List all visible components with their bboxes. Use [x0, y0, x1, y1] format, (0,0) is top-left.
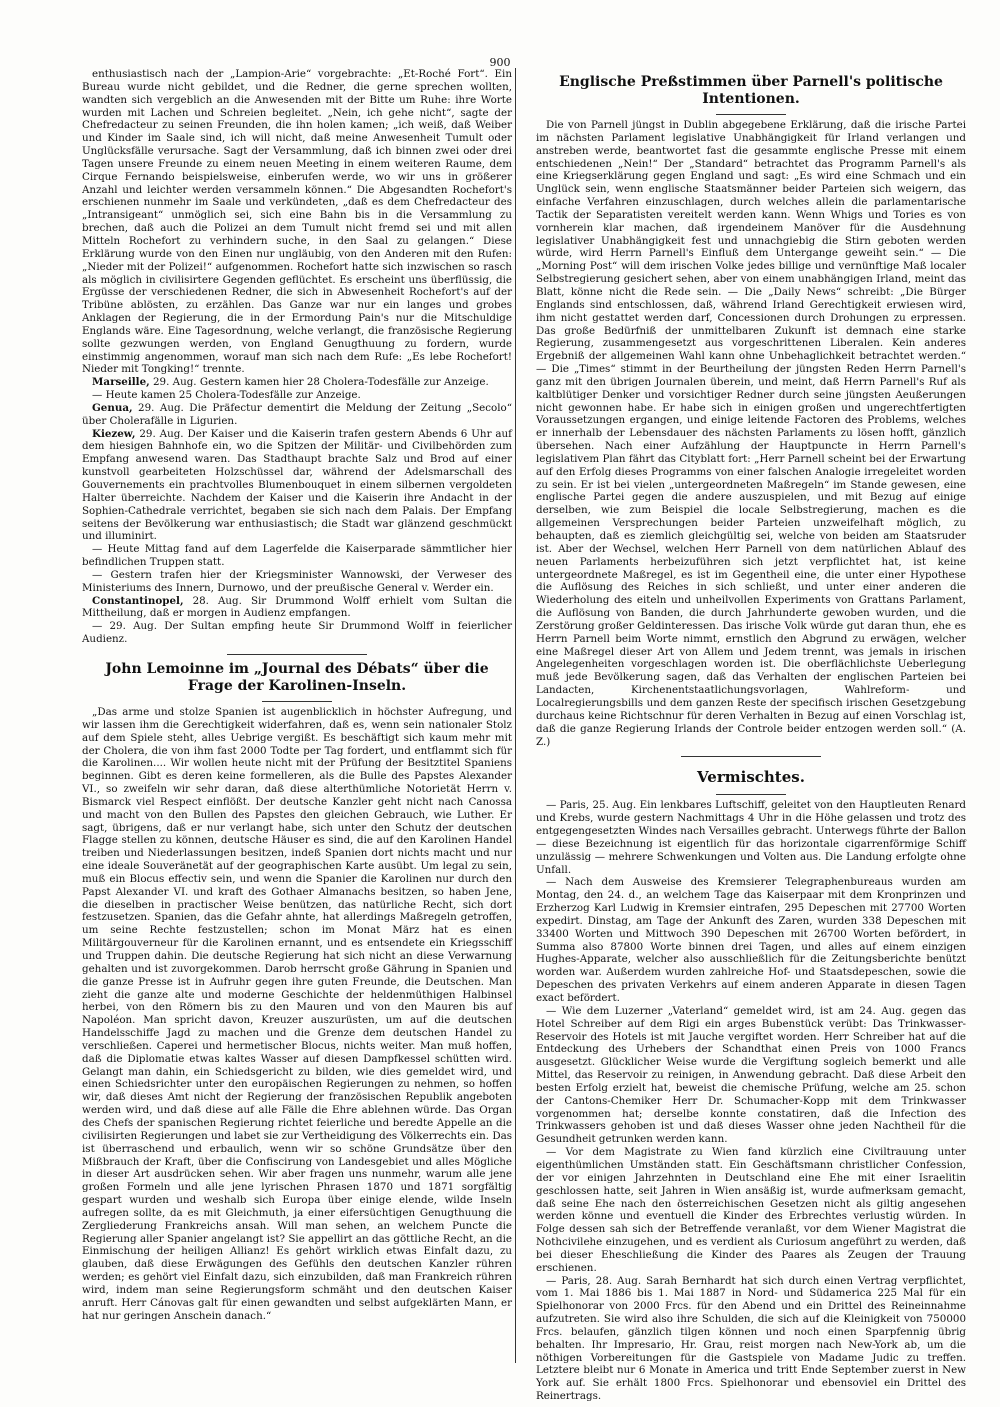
kiezew-text: 29. Aug. Der Kaiser und die Kaiserin trafen gestern Abends 6 Uhr auf dem hiesigen Bahnhofe ein, wo die Spitzen der Militär- und Civilbehörden zum Empfang anwesend waren. Das Stadthaupt brachte Salz und Brod auf einer kunstvoll gearbeiteten Holzschüssel dar, während der Adelsmarschall des Gouvernements ein prachtvolles Blumenbouquet in einem silbernen vergoldeten Halter überreichte. Nachdem der Kaiser und die Kaiserin ihre Andacht in der Sophien-Cathedrale verrichtet, begaben sie sich nach dem Palais. Der Empfang seitens der Bevölkerung war enthusiastisch; die Stadt war glänzend geschmückt und illuminirt.: [82, 427, 512, 543]
left-column: [82, 68, 512, 1363]
page-number: 900: [489, 56, 511, 69]
marseille-followup: — Heute kamen 25 Cholera-Todesfälle zur Anzeige.: [92, 389, 361, 402]
vermischtes-heading: Vermischtes.: [697, 768, 805, 787]
divider: [681, 756, 821, 757]
dateline-kiezew: Kiezew,: [92, 427, 136, 440]
kiezew-followup-1: — Heute Mittag fand auf dem Lagerfelde die Kaiserparade sämmtlicher hier befindlichen Truppen statt.: [82, 543, 512, 569]
vermischtes-item-airship: — Paris, 25. Aug. Ein lenkbares Luftschiff, geleitet von den Hauptleuten Renard und Krebs, wurde gestern Nachmittags 4 Uhr in die Höhe gelassen und trotz des entgegengesetzten Windes nach Versailles gebracht. Unterwegs führte der Ballon — diese Bezeichnung ist eigentlich für das horizontale cigarrenförmige Schiff unzulässig — mehrere Schwenkungen und Volten aus. Die Landung erfolgte ohne Unfall.: [536, 799, 966, 876]
marseille-item: [82, 376, 512, 389]
marseille-text: 29. Aug. Gestern kamen hier 28 Cholera-Todesfälle zur Anzeige.: [149, 376, 489, 389]
lemoinne-paragraph: „Das arme und stolze Spanien ist augenblicklich in höchster Aufregung, und wir lassen ihm die Gerechtigkeit widerfahren, daß es, wenn sein nationaler Stolz auf dem Spiele steht, alles Uebrige vergißt. Es beschäftigt sich kaum mehr mit der Cholera, die von ihm fast 2000 Todte per Tag fordert, und entflammt sich für die Karolinen.... Wir wollen heute nicht mit der Prüfung der Besitztitel Spaniens beginnen. Gibt es deren keine formelleren, als die Bulle des Papstes Alexander VI., so zweifeln wir sehr daran, daß diese alterthümliche Notorietät Herrn v. Bismarck viel Respect einflößt. Der deutsche Kanzler geht nicht nach Canossa und macht von den Bullen des Papstes den gleichen Gebrauch, wie Luther. Er sagt, übrigens, daß er nur verlangt habe, sich unter den Schutz der deutschen Flagge stellen zu können, deutsche Häuser es sind, die auf den Karolinen Handel treiben und Niederlassungen besitzen, indeß Spanien dort nichts macht und nur eine ideale Souveränetät auf der geographischen Karte ausübt. Um legal zu sein, muß ein Blocus effectiv sein, und wenn die Spanier die Karolinen nur durch den Papst Alexander VI. und kraft des Gothaer Almanachs besitzen, so haben Jene, die dieselben in practischer Weise benützen, das natürliche Recht, sich dort festzusetzen. Spanien, das die Gefahr ahnte, hat allerdings Maßregeln getroffen, um seine Rechte festzustellen; schon im Monat März hat es einen Militärgouverneur für die Karolinen ernannt, und es entsendete ein Kriegsschiff und Truppen dahin. Die deutsche Regierung hat sich nicht an diese Verwarnung gehalten und ist zuvorgekommen. Darob herrscht große Gährung in Spanien und die ganze Presse ist in Aufruhr gegen ihre guten Freunde, die Deutschen. Man zieht die ganze alte und moderne Geschichte der heldenmüthigen Halbinsel herbei, von den Römern bis zu den Mauren und von den Mauren bis auf Napoléon. Man spricht davon, Kreuzer auszurüsten, um auf die deutschen Handelsschiffe Jagd zu machen und die Grenze dem deutschen Handel zu verschließen. Caperei und hermetischer Blocus, nichts weiter. Man muß hoffen, daß die Diplomatie etwas kaltes Wasser auf diesen Dampfkessel schütten wird. Gelangt man dahin, ein Schiedsgericht zu bilden, wie dies gemeldet wird, und einen Schiedsrichter unter den europäischen Regierungen zu nehmen, so hoffen wir, daß dieses Amt nicht der Regierung der französischen Republik angeboten werden wird, und daß diese auf alle Fälle die Ehre ablehnen würde. Das Organ des Chefs der spanischen Regierung richtet feierliche und beredte Appelle an die civilisirten Regierungen und labet sie zur Vertheidigung des Völkerrechts ein. Das ist überraschend und erbaulich, wenn wir so schöne Grundsätze über den Mißbrauch der Kraft, über die Confiscirung von Landesgebiet und alles Mögliche in dieser Art ausdrücken sehen. Wir aber fragen uns nunmehr, warum alle jene großen Formeln und alle jene lyrischen Phrasen 1870 und 1871 sorgfältig gespart wurden und weshalb sich Europa über einige elende, wilde Inseln aufregen sollte, da es mit Gleichmuth, ja einer eifersüchtigen Genugthuung die Zergliederung Frankreichs ansah. Will man sehen, an welchem Puncte die Regierung aller Spanier angelangt ist? Sie appellirt an das göttliche Recht, an die Einmischung der heiligen Allianz! Es gehört wirklich etwas Einfalt dazu, zu glauben, daß diese Erwägungen des Gefühls den deutschen Kanzler rühren werden; es gehört viel Einfalt dazu, sich einzubilden, daß man Frankreich rühren wird, indem man seine Regierungsform schmäht und den deutschen Kaiser anruft. Herr Cánovas galt für einen gewandten und selbst aufgeklärten Mann, er hat nur geringen Anschein danach.“: [82, 705, 512, 1322]
constantinopel-followup: — 29. Aug. Der Sultan empfing heute Sir Drummond Wolff in feierlicher Audienz.: [82, 620, 512, 646]
divider-short: [262, 701, 332, 702]
parnell-heading: Englische Preßstimmen über Parnell's politische Intentionen.: [559, 74, 943, 107]
constantinopel-item: [82, 595, 512, 621]
dateline-genua: Genua,: [92, 401, 133, 414]
genua-text: 29. Aug. Die Präfectur dementirt die Meldung der Zeitung „Secolo“ über Cholerafälle in Ligurien.: [82, 401, 512, 427]
genua-item: [82, 402, 512, 428]
column-rule: [515, 68, 516, 1363]
kiezew-followup-2: — Gestern trafen hier der Kriegsminister Wannowski, der Verweser des Ministeriums des Innern, Durnowo, und der preußische General v. Werder ein.: [82, 568, 512, 594]
parnell-paragraph: Die von Parnell jüngst in Dublin abgegebene Erklärung, daß die irische Partei im nächsten Parlament legislative Unabhängigkeit für Irland verlangen und anstreben werde, beantwortet fast die gesammte englische Presse mit einem entschiedenen „Nein!“ Der „Standard“ betrachtet das Programm Parnell's als eine Kriegserklärung gegen England und sagt: „Es wird eine Schmach und ein Unglück sein, wenn englische Staatsmänner beider Parteien sich weigern, das einfache Verfahren einzuschlagen, durch welches allein die parlamentarische Tactik der Separatisten vereitelt werden kann. Wenn Whigs und Tories es von vornherein klar machen, daß irgendeinem Manöver für die Ausdehnung legislativer Unabhängigkeit fest und unnachgiebig die Stirn geboten werden würde, wird Herrn Parnell's Einfluß dem Untergange geweiht sein.“ — Die „Morning Post“ will dem irischen Volke jedes billige und vernünftige Maß localer Selbstregierung gesichert sehen, aber von einem unabhängigen Irland, meint das Blatt, könne nicht die Rede sein. — Die „Daily News“ schreibt: „Die Bürger Englands sind entschlossen, daß, während Irland Gerechtigkeit erwiesen wird, ihm nicht gestattet werden darf, Concessionen durch Drohungen zu erpressen. Das große Bedürfniß der unmittelbaren Zukunft ist demnach eine starke Regierung, zusammengesetzt aus vorgeschrittenen Liberalen. Kein anderes Ergebniß der allgemeinen Wahl kann ohne Unbehaglichkeit betrachtet werden.“ — Die „Times“ stimmt in der Beurtheilung der jüngsten Reden Herrn Parnell's ganz mit den übrigen Journalen überein, und meint, daß Herrn Parnell's Ruf als kaltblütiger Denker und vorsichtiger Redner durch seine jüngsten Aeußerungen nicht gewonnen habe. Er habe sich in einigen großen und ungerechtfertigten Voraussetzungen ergangen, und einige leitende Factoren des Problems, welches er innerhalb der Lebensdauer des nächsten Parlaments zu lösen hofft, gänzlich übersehen. Nach einer Aufzählung der Hauptpuncte in Herrn Parnell's legislativem Plan fährt das Cityblatt fort: „Herr Parnell scheint bei der Erwartung auf den Erfolg dieses Programms von einer falschen Analogie irregeleitet worden zu sein. Er ist bei vielen „untergeordneten Maßregeln“ im Stande gewesen, eine englische Partei gegen die andere auszuspielen, und mit Bezug auf einige derselben, wie zum Beispiel die locale Selbstregierung, machen es die allgemeinen Versprechungen beider Parteien unzweifelhaft möglich, zu behaupten, daß es ziemlich gleichgültig sei, welche von beiden am Staatsruder ist. Aber der Wechsel, welchen Herr Parnell von dem natürlichen Ablauf des neuen Parlaments herbeizuführen sich jetzt verpflichtet hat, ist keine untergeordnete Maßregel, es ist im Gegentheil eine, die unter einer Hypothese die Auflösung des Reiches in sich schließt, und unter einer anderen die Wiederholung des eiteln und unheilvollen Experiments von Grattans Parlament, die Auflösung von Banden, die durch Jahrhunderte gewoben wurden, und die Zerstörung großer Geldinteressen. Das irische Volk würde gut daran thun, ehe es Herrn Parnell beim Worte nimmt, ernstlich den Abgrund zu erwägen, welcher eine Maßregel dieser Art von Allem und Jedem trennt, was jemals in irischen Angelegenheiten vorgeschlagen worden ist. Die oberflächlichste Ueberlegung muß jede Bevölkerung sagen, daß das Verhalten der englischen Parteien bei Landacten, Kirchenentstaatlichungsvorlagen, Wahlreform- und Localregierungsbills und dem ganzen Reste der specifisch irischen Gesetzgebung durchaus keine Richtschnur für deren Verhalten in Bezug auf einen Vorschlag ist, daß die ganze Regierung Irlands der Controle beider entzogen werden soll.“ (A. Z.): [536, 119, 966, 748]
dateline-marseille: Marseille,: [92, 376, 150, 389]
constantinopel-text: 28. Aug. Sir Drummond Wolff erhielt vom Sultan die Mittheilung, daß er morgen in Audienz empfangen.: [82, 594, 512, 620]
vermischtes-item-civiltrauung: — Vor dem Magistrate zu Wien fand kürzlich eine Civiltrauung unter eigenthümlichen Umständen statt. Ein Geschäftsmann christlicher Confession, der vor einigen Jahrzehnten in Deutschland eine Ehe mit einer Israelitin geschlossen hatte, seit Jahren in Wien ansäßig ist, wurde aufmerksam gemacht, daß seine Ehe nach den österreichischen Gesetzen nicht als giltig angesehen werden könne und eventuell die Kinder des Erbrechtes verlustig würden. In Folge dessen sah sich der Betreffende veranlaßt, vor dem Wiener Magistrat die Nothcivilehe einzugehen, und es verdient als Curiosum angeführt zu werden, daß bei dieser Eheschließung die Kinder des Paares als Zeugen der Trauung erschienen.: [536, 1146, 966, 1274]
rochefort-paragraph: enthusiastisch nach der „Lampion-Arie“ vorgebrachte: „Et-Roché Fort“. Ein Bureau wurde nicht gebildet, und die Redner, die gerne sprechen wollten, wandten sich vergeblich an die Anwesenden mit der Bitte um Ruhe: ihre Worte wurden mit Lachen und Schreien begleitet. „Nein, ich gehe nicht“, sagte der Chefredacteur zu seinen Freunden, die ihn holen kamen; „ich weiß, daß Weiber und Kinder im Saale sind, ich will nicht, daß meine Anwesenheit Tumult oder Unglücksfälle verursache. Sagt der Versammlung, daß ich binnen zwei oder drei Tagen unsere Freunde zu einem neuen Meeting in einem weiteren Raume, dem Cirque Fernando beispielsweise, einberufen werde, wo wir uns in größerer Anzahl und leichter werden versammeln können.“ Die Abgesandten Rochefort's erschienen nunmehr im Saale und verkündeten, „daß es dem Chefredacteur des „Intransigeant“ unmöglich sei, sich eine Bahn bis in die Versammlung zu brechen, daß auch die Polizei an dem Tumult nicht fremd sei und mit allen Mitteln Rochefort zu verhindern suche, in den Saal zu gelangen.“ Diese Erklärung wurde von den Einen nur ungläubig, von den Anderen mit den Rufen: „Nieder mit der Polizei!“ aufgenommen. Rochefort hatte sich inzwischen so rasch als möglich in civilisirtere Gegenden geflüchtet. Es erscheint uns überflüssig, die Ergüsse der verschiedenen Redner, die sich in Abwesenheit Rochefort's auf der Tribüne ablösten, zu erzählen. Das Ganze war nur ein langes und grobes Anklagen der Regierung, die in der Ermordung Pain's nur die Mitschuldige Englands wäre. Eine Tagesordnung, welche verlangt, die französische Regierung sollte gezwungen werden, von England Genugthuung zu fordern, wurde einstimmig angenommen, worauf man sich nach dem Rufe: „Es lebe Rochefort! Nieder mit Tongking!“ trennte.: [82, 68, 512, 376]
kiezew-item: [82, 428, 512, 544]
lemoinne-heading: John Lemoinne im „Journal des Débats“ über die Frage der Karolinen-Inseln.: [105, 660, 489, 694]
divider-short: [716, 794, 786, 795]
divider-short: [716, 114, 786, 115]
divider: [227, 654, 367, 655]
dateline-constantinopel: Constantinopel,: [92, 594, 184, 607]
vermischtes-item-telegraph: — Nach dem Ausweise des Kremsierer Telegraphenbureaus wurden am Montag, den 24. d., an welchem Tage das Kaiserpaar mit dem Kronprinzen und Erzherzog Karl Ludwig in Kremsier eintrafen, 295 Depeschen mit 27700 Worten expedirt. Dinstag, am Tage der Ankunft des Zaren, wurden 338 Depeschen mit 33400 Worten und Mittwoch 390 Depeschen mit 26700 Worten befördert, in Summa also 87800 Worte binnen drei Tagen, und alles auf einem einzigen Hughes-Apparate, welcher also ausschließlich für die Zeitungsberichte benützt worden war. Außerdem wurden zahlreiche Hof- und Staatsdepeschen, sowie die Depeschen des privaten Verkehrs auf einem anderen Apparate in diesen Tagen exact befördert.: [536, 876, 966, 1004]
right-column: [536, 68, 966, 1403]
vermischtes-item-rigi: — Wie dem Luzerner „Vaterland“ gemeldet wird, ist am 24. Aug. gegen das Hotel Schreiber auf dem Rigi ein arges Bubenstück verübt: Das Trinkwasser-Reservoir des Hotels ist mit Jauche vergiftet worden. Herr Schreiber hat auf die Entdeckung des Urhebers der Schandthat einen Preis von 1000 Francs ausgesetzt. Glücklicher Weise wurde die Vergiftung sogleich bemerkt und alle Mittel, das Reservoir zu reinigen, in Anwendung gebracht. Daß diese Arbeit den besten Erfolg erzielt hat, beweist die chemische Prüfung, welche am 25. schon der Cantons-Chemiker Herr Dr. Schumacher-Kopp mit dem Trinkwasser vorgenommen hat; derselbe konnte constatiren, daß die Infection des Trinkwassers gehoben ist und daß dieses Wasser ohne jeden Nachtheil für die Gesundheit getrunken werden kann.: [536, 1004, 966, 1146]
vermischtes-item-bernhardt: — Paris, 28. Aug. Sarah Bernhardt hat sich durch einen Vertrag verpflichtet, vom 1. Mai 1886 bis 1. Mai 1887 in Nord- und Südamerica 225 Mal für ein Spielhonorar von 2000 Frcs. für den Abend und ein Drittel des Reineinnahme aufzutreten. Sie wird also ihre Schulden, die sich auf die Kleinigkeit von 750000 Frcs. belaufen, gänzlich tilgen können und noch einen Sparpfennig übrig behalten. Ihr Impresario, Hr. Grau, reist morgen nach New-York ab, um die nöthigen Vorbereitungen für die Gastspiele von Madame Judic zu treffen. Letztere bleibt nur 6 Monate in America und tritt Ende September zuerst in New York auf. Sie erhält 1800 Frcs. Spielhonorar und ebensoviel ein Drittel des Reinertrags.: [536, 1274, 966, 1403]
